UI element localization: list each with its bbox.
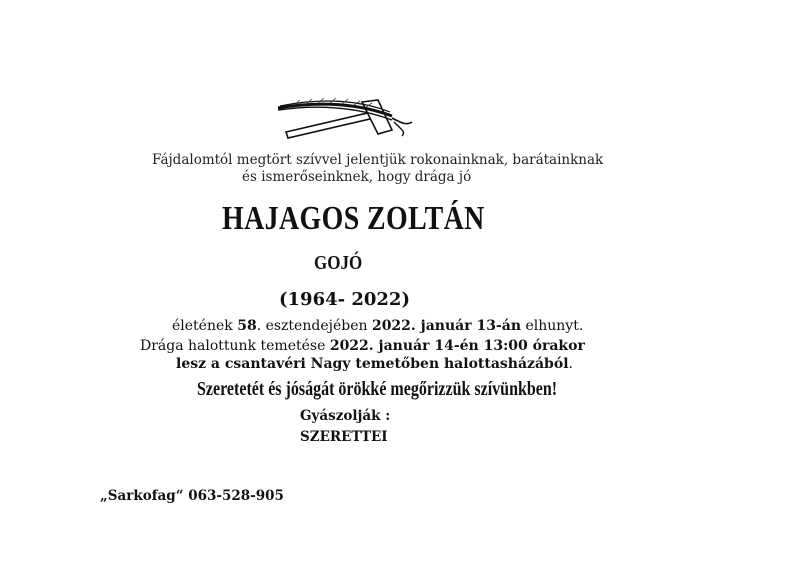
footer-company: „Sarkofag“ 063-528-905: [100, 488, 284, 504]
memorial-motto: Szeretetét és jóságát örökké megőrizzük szívünkben!: [197, 378, 558, 400]
cross-with-palm-frond-icon: [274, 96, 434, 142]
mourners-label: Gyászolják :: [300, 408, 391, 424]
funeral-line-2: [176, 356, 573, 372]
mourners: SZERETTEI: [300, 429, 388, 445]
intro-line-1: Fájdalomtól megtört szívvel jelentjük rokonainknak, barátainknak: [152, 152, 604, 168]
death-line: [172, 318, 583, 334]
funeral-line-1: [140, 338, 585, 354]
death-mid: . esztendejében: [256, 318, 372, 334]
funeral-place: lesz a csantavéri Nagy temetőben halottasházából: [176, 356, 569, 372]
intro-line-2: és ismerőseinknek, hogy drága jó: [242, 169, 472, 185]
deceased-nickname: GOJÓ: [314, 252, 363, 274]
death-age: 58: [237, 318, 257, 334]
death-post: elhunyt.: [521, 318, 584, 334]
funeral-pre: Drága halottunk temetése: [140, 338, 330, 354]
death-pre: életének: [172, 318, 238, 334]
deceased-name: HAJAGOS ZOLTÁN: [222, 200, 485, 237]
funeral-end: .: [568, 356, 573, 372]
life-years: (1964- 2022): [279, 289, 410, 310]
death-date: 2022. január 13-án: [371, 318, 522, 334]
funeral-date: 2022. január 14-én 13:00 órakor: [329, 338, 585, 354]
